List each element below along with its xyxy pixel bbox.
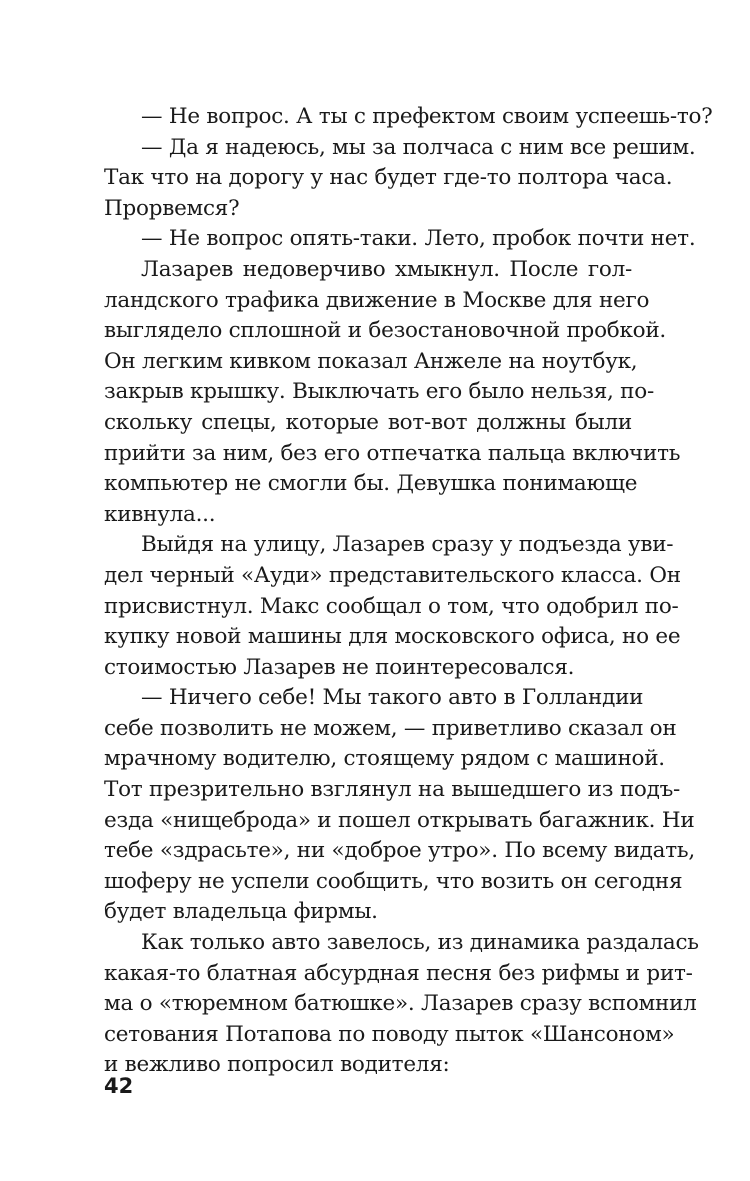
text-line: скольку спецы, которые вот-вот должны были [104, 409, 632, 435]
text-line: — Не вопрос опять-таки. Лето, пробок почти нет. [141, 226, 696, 252]
text-line: Так что на дорогу у нас будет где-то полтора часа. [104, 165, 673, 191]
text-line: Выйдя на улицу, Лазарев сразу у подъезда уви- [141, 532, 674, 558]
page-number: 42 [104, 1074, 134, 1098]
text-line: мрачному водителю, стоящему рядом с машиной. [104, 746, 665, 772]
text-line: закрыв крышку. Выключать его было нельзя, по- [104, 379, 654, 405]
body-text [104, 102, 713, 1081]
text-line: — Да я надеюсь, мы за полчаса с ним все решим. [141, 134, 696, 160]
text-line: Лазарев недоверчиво хмыкнул. После гол- [141, 256, 632, 282]
text-line: ма о «тюремном батюшке». Лазарев сразу вспомнил [104, 991, 697, 1017]
text-line: Как только авто завелось, из динамика раздалась [141, 930, 699, 956]
text-line: прийти за ним, без его отпечатка пальца включить [104, 440, 681, 466]
text-line: кивнула... [104, 501, 216, 527]
text-line: Прорвемся? [104, 195, 240, 221]
text-line: купку новой машины для московского офиса, но ее [104, 624, 681, 650]
text-line: дел черный «Ауди» представительского класса. Он [104, 562, 681, 588]
text-line: тебе «здрасьте», ни «доброе утро». По всему видать, [104, 838, 695, 864]
text-line: ландского трафика движение в Москве для него [104, 287, 650, 313]
text-line: шоферу не успели сообщить, что возить он сегодня [104, 868, 683, 894]
text-line: Тот презрительно взглянул на вышедшего из подъ- [104, 777, 681, 803]
text-line: будет владельца фирмы. [104, 899, 378, 925]
text-line: себе позволить не можем, — приветливо сказал он [104, 715, 677, 741]
text-line: езда «нищеброда» и пошел открывать багажник. Ни [104, 807, 695, 833]
text-line: выглядело сплошной и безостановочной пробкой. [104, 318, 667, 344]
text-line: Он легким кивком показал Анжеле на ноутбук, [104, 348, 638, 374]
text-line: компьютер не смогли бы. Девушка понимающе [104, 471, 638, 497]
text-line: — Ничего себе! Мы такого авто в Голландии [141, 685, 644, 711]
text-line: — Не вопрос. А ты с префектом своим успеешь-то? [141, 104, 713, 129]
text-line: присвистнул. Макс сообщал о том, что одобрил по- [104, 593, 679, 619]
text-line: стоимостью Лазарев не поинтересовался. [104, 654, 575, 680]
text-line: сетования Потапова по поводу пыток «Шансоном» [104, 1021, 675, 1047]
text-line: и вежливо попросил водителя: [104, 1052, 450, 1078]
text-line: какая-то блатная абсурдная песня без рифмы и рит- [104, 960, 693, 986]
